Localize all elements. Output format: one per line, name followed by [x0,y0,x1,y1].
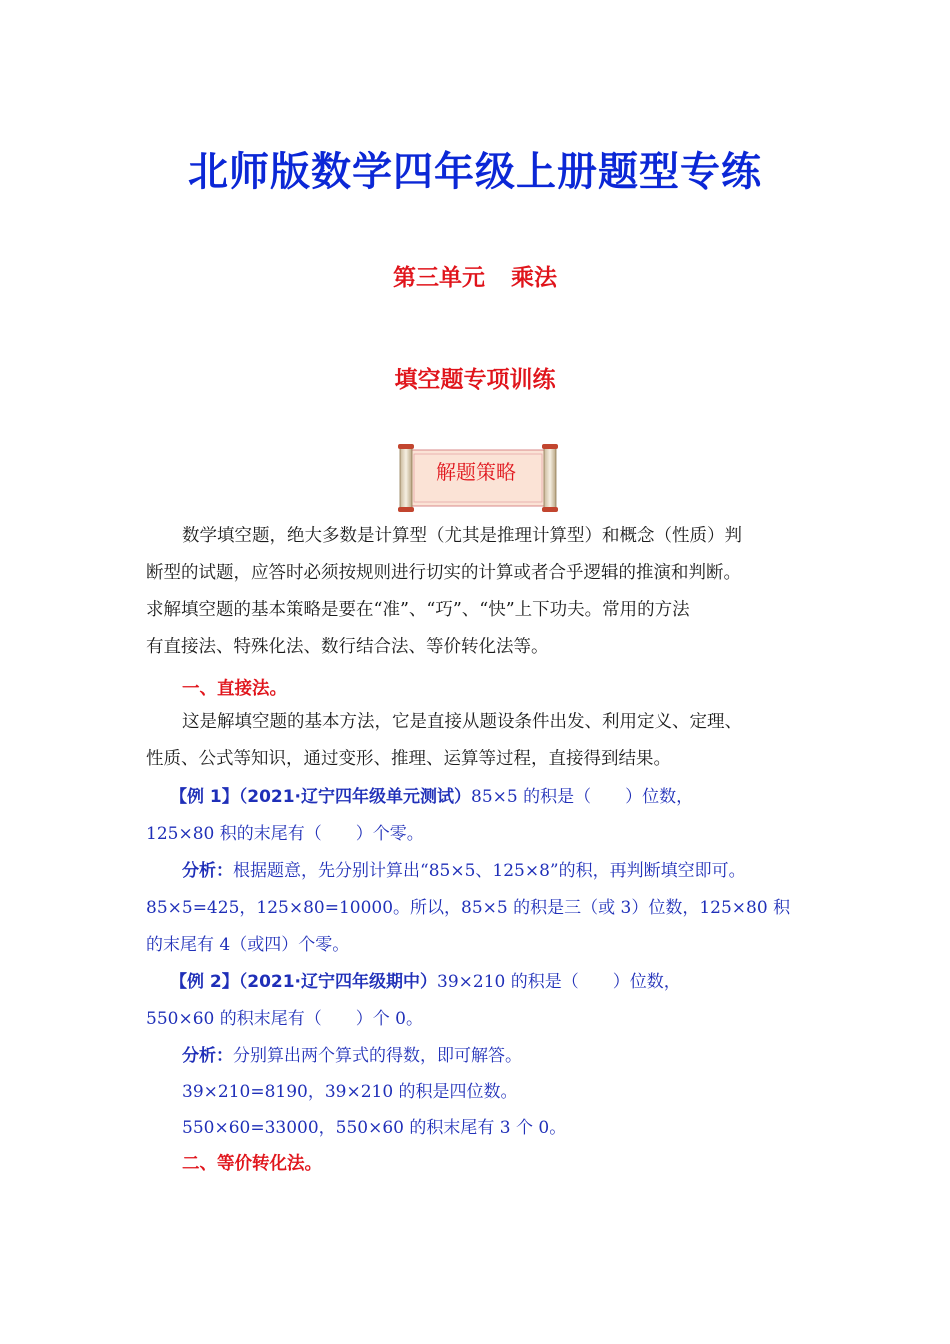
intro-paragraph [146,518,826,666]
example-two-a2: 39×210=8190，39×210 的积是四位数。 [182,1082,518,1102]
example-one-a3: 的末尾有 4（或四）个零。 [146,935,350,955]
strategy-banner [396,444,560,514]
method-one-description [146,704,826,778]
method-one-line: 这是解填空题的基本方法，它是直接从题设条件出发、利用定义、定理、 [182,712,742,732]
intro-line: 有直接法、特殊化法、数行结合法、等价转化法等。 [146,637,549,657]
example-two-q1: 39×210 的积是（ ）位数， [437,972,681,992]
example-one-q2: 125×80 积的末尾有（ ）个零。 [146,824,424,844]
method-one-line: 性质、公式等知识，通过变形、推理、运算等过程，直接得到结果。 [146,749,671,769]
example-two-a3: 550×60=33000，550×60 的积末尾有 3 个 0。 [182,1118,567,1138]
example-one-a1: 根据题意，先分别计算出“85×5、125×8”的积，再判断填空即可。 [233,861,746,881]
intro-line: 求解填空题的基本策略是要在“准”、“巧”、“快”上下功夫。常用的方法 [146,600,690,620]
analysis-label: 分析： [182,1046,233,1066]
example-two-tag: 【例 2】（2021·辽宁四年级期中） [170,972,438,992]
example-one-analysis [182,856,746,881]
analysis-label: 分析： [182,861,233,881]
example-two-question [170,967,681,992]
intro-line: 断型的试题，应答时必须按规则进行切实的计算或者合乎逻辑的推演和判断。 [146,563,741,583]
example-one-q1: 85×5 的积是（ ）位数， [471,787,694,807]
section-subtitle: 填空题专项训练 [394,367,556,393]
banner-label: 解题策略 [436,460,516,484]
example-one-tag: 【例 1】（2021·辽宁四年级单元测试） [170,787,472,807]
example-two-q2: 550×60 的积末尾有（ ）个 0。 [146,1009,423,1029]
example-two-analysis [182,1041,522,1066]
example-one-question [170,782,693,807]
example-two-a1: 分别算出两个算式的得数，即可解答。 [233,1046,522,1066]
intro-line: 数学填空题，绝大多数是计算型（尤其是推理计算型）和概念（性质）判 [182,526,742,546]
method-two-heading: 二、等价转化法。 [182,1154,322,1174]
unit-heading [0,259,950,292]
example-one-a2: 85×5=425，125×80=10000。所以，85×5 的积是三（或 3）位数，125×80 积 [146,898,791,918]
page-title: 北师版数学四年级上册题型专练 [188,149,762,195]
unit-topic: 乘法 [511,265,557,291]
method-one-heading: 一、直接法。 [182,679,287,699]
unit-name: 第三单元 [393,265,485,291]
